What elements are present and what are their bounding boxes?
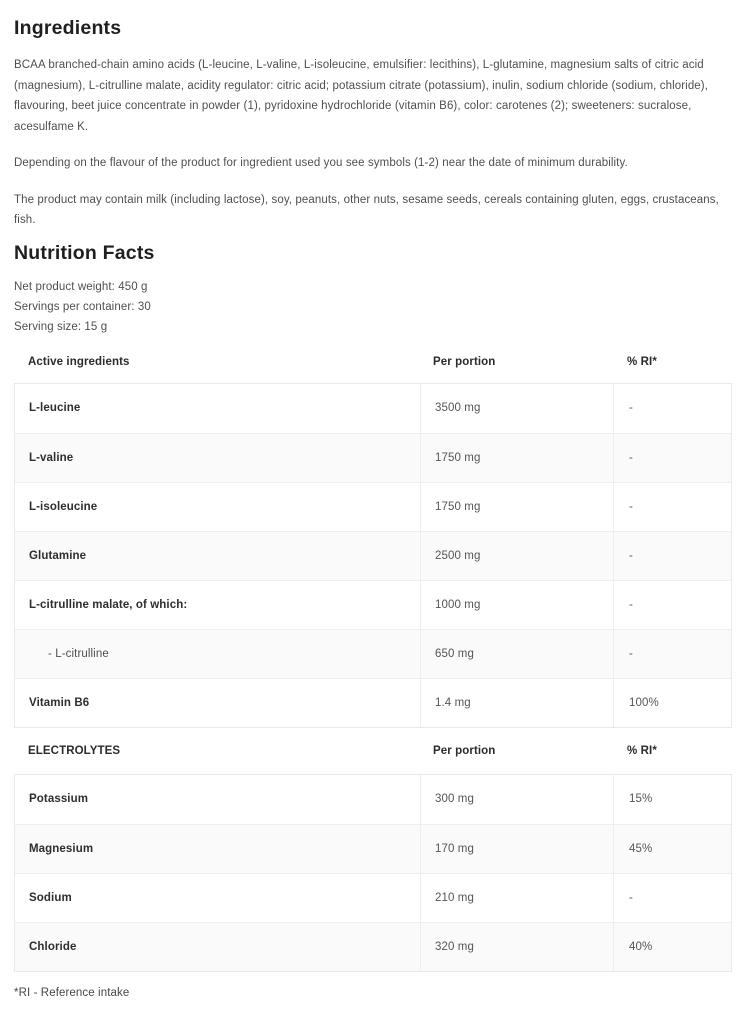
ingredients-description: BCAA branched-chain amino acids (L-leucine, L-valine, L-isoleucine, emulsifier: lecithins), L-glutamine, magnesium salts of citric acid (magnesium), L-citrulline malate, acidity regulator: citric acid; potassium citrate (potassium), inulin, sodium chloride (sodium, chloride), flavouring, beet juice concentrate in powder (1), pyridoxine hydrochloride (vitamin B6), color: carotenes (2); sweeteners: sucralose, acesulfame K. — [14, 59, 709, 133]
column-header-per-portion: Per portion — [433, 744, 496, 757]
ingredient-amount: 1750 mg — [420, 483, 613, 531]
electrolyte-name: Magnesium — [29, 842, 94, 855]
table-row-l-citrulline-malate — [15, 580, 731, 629]
ingredient-amount: 650 mg — [420, 630, 613, 678]
reference-intake-footnote: *RI - Reference intake — [14, 986, 130, 999]
table-row-l-valine — [15, 433, 731, 482]
ingredient-amount: 1.4 mg — [420, 679, 613, 727]
table-row-glutamine — [15, 531, 731, 580]
ingredient-name: - L-citrulline — [48, 647, 109, 660]
table-row-magnesium — [15, 824, 731, 873]
ingredient-amount: 3500 mg — [420, 384, 613, 433]
table-row-vitamin-b6 — [15, 678, 731, 727]
ingredient-ri: - — [613, 630, 731, 678]
table-row-potassium — [15, 775, 731, 824]
electrolyte-ri: - — [613, 874, 731, 922]
table-row-l-citrulline-sub — [15, 629, 731, 678]
column-header-ri: % RI* — [627, 744, 657, 757]
electrolyte-amount: 210 mg — [420, 874, 613, 922]
column-header-electrolytes: ELECTROLYTES — [28, 744, 121, 757]
ingredient-name: L-citrulline malate, of which: — [29, 598, 188, 611]
active-ingredients-table-header — [14, 342, 732, 383]
electrolyte-ri: 40% — [613, 923, 731, 971]
ingredient-name: L-isoleucine — [29, 500, 98, 513]
flavour-symbols-note: Depending on the flavour of the product for ingredient used you see symbols (1-2) near the date of minimum durability. — [14, 157, 628, 169]
table-row-l-leucine — [15, 384, 731, 433]
electrolyte-ri: 15% — [613, 775, 731, 824]
column-header-ri: % RI* — [627, 356, 657, 368]
electrolytes-table — [14, 774, 732, 972]
ingredient-name: L-leucine — [29, 402, 81, 414]
ingredient-ri: - — [613, 434, 731, 482]
ingredient-amount: 1000 mg — [420, 581, 613, 629]
ingredients-heading: Ingredients — [14, 17, 122, 39]
electrolyte-ri: 45% — [613, 825, 731, 873]
ingredient-name: L-valine — [29, 451, 74, 464]
ingredient-name: Vitamin B6 — [29, 696, 90, 709]
electrolytes-table-header — [14, 728, 732, 774]
electrolyte-amount: 170 mg — [420, 825, 613, 873]
electrolyte-name: Chloride — [29, 940, 77, 953]
nutrition-facts-heading: Nutrition Facts — [14, 241, 155, 264]
serving-info — [14, 277, 732, 337]
electrolyte-amount: 300 mg — [420, 775, 613, 824]
net-product-weight: Net product weight: 450 g — [14, 280, 148, 293]
electrolyte-name: Sodium — [29, 891, 72, 904]
table-row-chloride — [15, 922, 731, 971]
ingredient-ri: 100% — [613, 679, 731, 727]
ingredient-amount: 1750 mg — [420, 434, 613, 482]
electrolyte-amount: 320 mg — [420, 923, 613, 971]
column-header-active-ingredients: Active ingredients — [28, 356, 130, 368]
servings-per-container: Servings per container: 30 — [14, 300, 151, 313]
ingredient-ri: - — [613, 532, 731, 580]
ingredient-ri: - — [613, 483, 731, 531]
allergen-note: The product may contain milk (including lactose), soy, peanuts, other nuts, sesame seeds, cereals containing gluten, eggs, crustaceans, fish. — [14, 193, 719, 226]
electrolyte-name: Potassium — [29, 793, 89, 805]
column-header-per-portion: Per portion — [433, 356, 496, 368]
ingredient-name: Glutamine — [29, 549, 87, 562]
ingredient-amount: 2500 mg — [420, 532, 613, 580]
active-ingredients-table — [14, 383, 732, 728]
ingredient-ri: - — [613, 581, 731, 629]
table-row-sodium — [15, 873, 731, 922]
ingredient-ri: - — [613, 384, 731, 433]
table-row-l-isoleucine — [15, 482, 731, 531]
serving-size: Serving size: 15 g — [14, 320, 108, 333]
